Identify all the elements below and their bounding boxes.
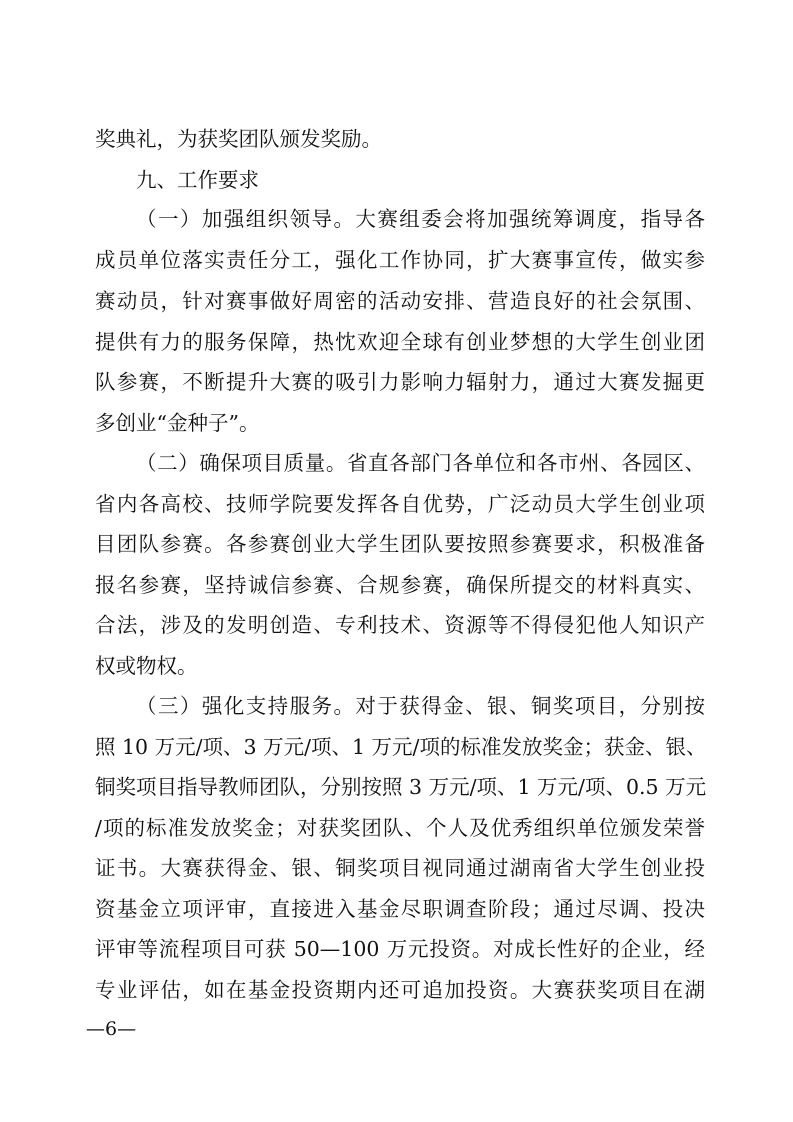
- text-line: 赛动员，针对赛事做好周密的活动安排、营造良好的社会氛围、: [95, 289, 705, 313]
- text-line: 铜奖项目指导教师团队，分别按照 3 万元/项、1 万元/项、0.5 万元: [95, 775, 707, 799]
- text-line: 奖典礼，为获奖团队颁发奖励。: [95, 127, 382, 151]
- text-line: 队参赛，不断提升大赛的吸引力影响力辐射力，通过大赛发掘更: [95, 370, 705, 394]
- page-number: —6—: [86, 1018, 137, 1040]
- text-line: 评审等流程项目可获 50—100 万元投资。对成长性好的企业，经: [95, 937, 705, 961]
- text-line: 资基金立项评审，直接进入基金尽职调查阶段；通过尽调、投决: [95, 897, 705, 921]
- text-line: 权或物权。: [95, 654, 198, 678]
- text-line: 成员单位落实责任分工，强化工作协同，扩大赛事宣传，做实参: [95, 248, 705, 272]
- text-line: （一）加强组织领导。大赛组委会将加强统筹调度，指导各: [136, 207, 705, 231]
- text-line: （三）强化支持服务。对于获得金、银、铜奖项目，分别按: [136, 694, 705, 718]
- text-line: 目团队参赛。各参赛创业大学生团队要按照参赛要求，积极准备: [95, 532, 705, 556]
- text-line: 多创业“金种子”。: [95, 411, 260, 435]
- text-line: /项的标准发放奖金；对获奖团队、个人及优秀组织单位颁发荣誉: [95, 816, 705, 840]
- text-line: 专业评估，如在基金投资期内还可追加投资。大赛获奖项目在湖: [95, 978, 705, 1002]
- text-line: 合法，涉及的发明创造、专利技术、资源等不得侵犯他人知识产: [95, 613, 705, 637]
- text-line: 证书。大赛获得金、银、铜奖项目视同通过湖南省大学生创业投: [95, 856, 705, 880]
- text-line: 照 10 万元/项、3 万元/项、1 万元/项的标准发放奖金；获金、银、: [95, 735, 707, 759]
- text-line: （二）确保项目质量。省直各部门各单位和各市州、各园区、: [136, 451, 705, 475]
- text-line: 省内各高校、技师学院要发挥各自优势，广泛动员大学生创业项: [95, 492, 705, 516]
- text-line: 报名参赛，坚持诚信参赛、合规参赛，确保所提交的材料真实、: [95, 573, 705, 597]
- text-line: 提供有力的服务保障，热忱欢迎全球有创业梦想的大学生创业团: [95, 330, 705, 354]
- section-heading: 九、工作要求: [136, 168, 259, 192]
